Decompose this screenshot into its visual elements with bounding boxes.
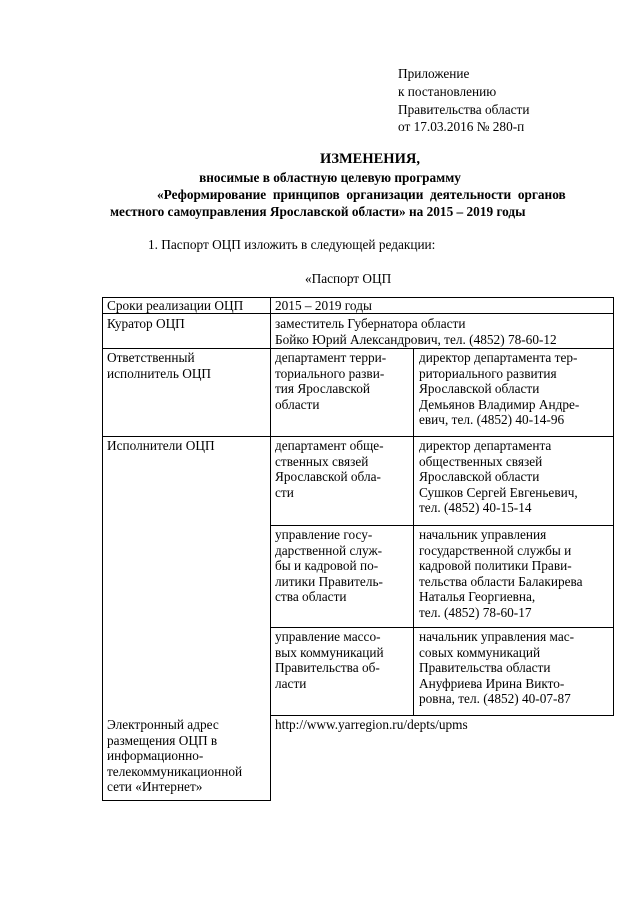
- executor-head: начальник управления государственной службы и кадровой политики Прави- тельства области Балакирева Наталья Георгиевна, тел. (4852) 78-60-17: [419, 527, 583, 620]
- annex-line-1: Приложение: [398, 66, 470, 81]
- executor-head: директор департамента общественных связей Ярославской области Сушков Сергей Евгеньевич, тел. (4852) 40-15-14: [419, 438, 578, 516]
- table-rule: [270, 627, 614, 628]
- executor-head: начальник управления мас- совых коммуникаций Правительства области Ануфриева Ирина Викто- ровна, тел. (4852) 40-07-87: [419, 629, 575, 707]
- annex-line-4: от 17.03.2016 № 280-п: [398, 119, 525, 134]
- annex-line-2: к постановлению: [398, 84, 497, 99]
- curator-value: заместитель Губернатора области Бойко Юрий Александрович, тел. (4852) 78-60-12: [275, 316, 557, 347]
- table-rule: [102, 297, 103, 801]
- web-address-link[interactable]: http://www.yarregion.ru/depts/upms: [275, 717, 468, 732]
- executor-body: департамент обще- ственных связей Ярославской обла- сти: [275, 438, 384, 500]
- table-rule: [413, 348, 414, 716]
- responsible-body: департамент терри- ториального разви- тия Ярославской области: [275, 350, 387, 412]
- document-title: ИЗМЕНЕНИЯ,: [320, 151, 420, 167]
- table-rule: [270, 715, 614, 716]
- intro-paragraph: 1. Паспорт ОЦП изложить в следующей редакции:: [148, 237, 436, 252]
- title-subline-3: местного самоуправления Ярославской области» на 2015 – 2019 годы: [110, 204, 526, 219]
- table-rule: [613, 297, 614, 716]
- executors-label: Исполнители ОЦП: [107, 438, 215, 453]
- executor-body: управление госу- дарственной служ- бы и кадровой по- литики Правитель- ства области: [275, 527, 383, 605]
- passport-heading: «Паспорт ОЦП: [305, 271, 392, 286]
- table-rule: [270, 297, 271, 801]
- executor-body: управление массо- вых коммуникаций Правительства об- ласти: [275, 629, 384, 691]
- curator-label: Куратор ОЦП: [107, 316, 185, 331]
- responsible-label: Ответственный исполнитель ОЦП: [107, 350, 212, 381]
- web-label: Электронный адрес размещения ОЦП в информационно- телекоммуникационной сети «Интернет»: [107, 717, 243, 795]
- terms-label: Сроки реализации ОЦП: [107, 298, 244, 313]
- table-rule: [102, 436, 614, 437]
- terms-value: 2015 – 2019 годы: [275, 298, 372, 313]
- table-rule: [102, 800, 270, 801]
- title-subline-2: «Реформирование принципов организации деятельности органов: [157, 187, 566, 202]
- title-subline-1: вносимые в областную целевую программу: [199, 170, 461, 185]
- annex-line-3: Правительства области: [398, 102, 530, 117]
- table-rule: [102, 348, 614, 349]
- table-rule: [270, 525, 614, 526]
- responsible-head: директор департамента тер- риториального развития Ярославской области Демьянов Владимир Андре- евич, тел. (4852) 40-14-96: [419, 350, 580, 428]
